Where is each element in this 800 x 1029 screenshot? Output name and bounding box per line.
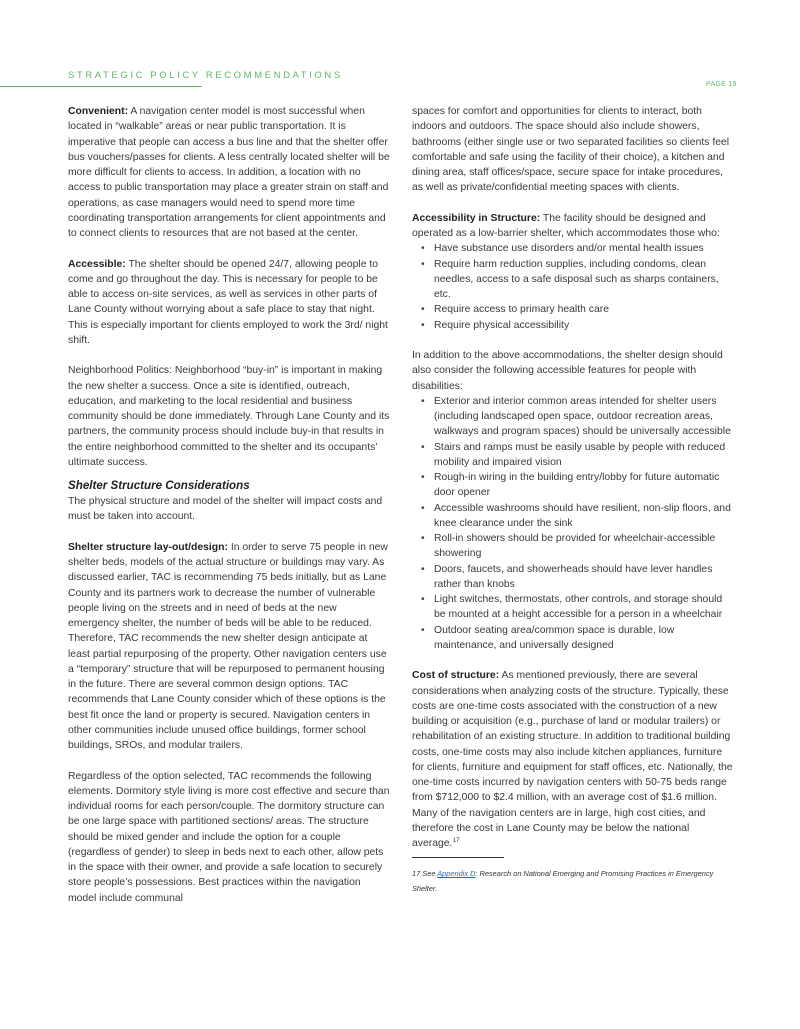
cost-paragraph: [412, 668, 734, 851]
layout-text: In order to serve 75 people in new shelter beds, models of the actual structure or buildings may vary. As discussed earlier, TAC is recommending 75 beds initially, but as Lane County and its partners work to decrease the number of vulnerable people living on the streets and in need of beds at the new emergency shelter, the number of beds will be able to be reduced. Therefore, TAC recommends the new shelter design anticipate at least partial repurposing of the property. Other navigation centers use a “temporary” structure that will be repurposed to permanent housing in the future. There are several common design options. TAC recommends that Lane County consider which of these options is the best fit once the land or property is secured. Navigation centers in other communities include unused office buildings, former school buildings, SROs, and modular trailers.: [68, 541, 388, 751]
list-item: • Outdoor seating area/common space is durable, low maintenance, and universally designed: [421, 624, 675, 651]
accessibility-section: [412, 211, 734, 242]
convenient-label: Convenient:: [68, 106, 129, 117]
header-rule: [0, 86, 202, 87]
layout-label: Shelter structure lay-out/design:: [68, 541, 228, 553]
list-item: • Doors, faucets, and showerheads should have lever handles rather than knobs: [421, 563, 713, 590]
list-item: • Exterior and interior common areas intended for shelter users (including landscaped open space, outdoor recreation areas, walkways and program spaces) should be universally accessible: [421, 395, 731, 438]
convenient-text: A navigation center model is most successful when located in “walkable” areas or near public transportation. It is imperative that people can access a bus line and that the shelter offer bus vouchers/passes for clients. A less centrally located shelter will be more difficult for clients to access. In addition, a location with no access to public transportation may place a greater strain on staff and operations, as case managers would need to spend more time coordinating transportation arrangements for client appointments and to connect clients to resources that are not based at the center.: [68, 106, 390, 239]
accessibility-text: The facility should be designed and operated as a low-barrier shelter, which accommodates those who:: [412, 212, 720, 239]
section-intro-paragraph: The physical structure and model of the shelter will impact costs and must be taken into account.: [68, 496, 383, 523]
accessible-label: Accessible:: [68, 258, 126, 270]
list-item: • Require harm reduction supplies, including condoms, clean needles, access to a safe disposal such as sharps containers, etc.: [421, 258, 719, 300]
accessibility-label: Accessibility in Structure:: [412, 212, 541, 224]
shelter-structure-heading: Shelter Structure Considerations: [68, 479, 250, 492]
accessibility-bullet-list: [412, 241, 734, 333]
list-item: • Roll-in showers should be provided for wheelchair-accessible showering: [421, 533, 716, 560]
right-column: [412, 104, 734, 912]
list-item: • Require physical accessibility: [421, 319, 570, 331]
list-item: • Light switches, thermostats, other controls, and storage should be mounted at a height accessible for a person in a wheelchair: [421, 594, 723, 621]
footnote-rule: [412, 857, 504, 858]
section-header-title: STRATEGIC POLICY RECOMMENDATIONS: [68, 70, 343, 81]
accessible-paragraph: [68, 257, 390, 349]
disabilities-intro-paragraph: In addition to the above accommodations, the shelter design should also consider the following accessible features for people with disabilities:: [412, 350, 723, 392]
left-column: [68, 104, 390, 921]
page-number: PAGE 19: [706, 81, 737, 88]
disabilities-bullet-list: [412, 394, 734, 653]
list-item: • Require access to primary health care: [421, 304, 609, 316]
footnote-reference: 17: [452, 837, 460, 844]
list-item: • Stairs and ramps must be easily usable by people with reduced mobility and impaired vision: [421, 441, 726, 468]
list-item: • Rough-in wiring in the building entry/lobby for future automatic door opener: [421, 472, 720, 499]
cost-text: As mentioned previously, there are several considerations when analyzing costs of the structure. Typically, these costs are one-time costs associated with the construction of a new building or acquisition (e.g., purchase of land or modular trailers) or rehabilitation of an existing structure. In addition to traditional building costs, one-time costs may also include kitchen appliances, furniture for clients, furniture and equipment for staff offices, etc. Nationally, the one-time costs incurred by navigation centers with 50-75 beds range from $712,000 to $2.4 million, with an average cost of $1.6 million. Many of the navigation centers are in large, high cost cities, and therefore the cost in Lane County may be below the national average.: [412, 670, 733, 849]
list-item: • Accessible washrooms should have resilient, non-slip floors, and knee clearance under the sink: [421, 502, 731, 529]
continuation-paragraph: spaces for comfort and opportunities for clients to interact, both indoors and outdoors. The space should also include showers, bathrooms (either single use or two separated facilities so clients feel comfortable and safe using the facility of their choice), a kitchen and dining area, staff offices/space, secure space for intake procedures, as well as private/confidential meeting spaces with clients.: [412, 106, 730, 194]
footnote: 17 See Appendix D: Research on National Emerging and Promising Practices in Emergency Shelter.: [412, 869, 714, 894]
neighborhood-paragraph: Neighborhood Politics: Neighborhood “buy-in” is important in making the new shelter a success. Once a site is identified, outreach, education, and marketing to the local residential and business community should be done immediately. Through Lane County and its partners, the community process should include buy-in that results in the entire neighborhood committed to the shelter and its occupants’ ultimate success.: [68, 365, 390, 468]
list-item: • Have substance use disorders and/or mental health issues: [421, 243, 704, 255]
convenient-paragraph: [68, 104, 390, 241]
appendix-d-link[interactable]: Appendix D: [437, 869, 476, 879]
regardless-paragraph: Regardless of the option selected, TAC recommends the following elements. Dormitory style living is more cost effective and secure than individual rooms for each person/couple. The dormitory structure can be one large space with partitioned sections/ areas. The structure should be mixed gender and include the option for a couple (regardless of gender) to sleep in beds next to each other, allow pets in the space with their owner, and provide a safe location to securely store people’s possessions. Best practices within the navigation model include communal: [68, 770, 390, 904]
accessible-text: The shelter should be opened 24/7, allowing people to come and go throughout the day. This is necessary for people to be able to access on-site services, as well as services in other parts of Lane County without worrying about a safe place to stay that night. This is especially important for clients employed to work the 3rd/ night shift.: [68, 258, 388, 346]
cost-label: Cost of structure:: [412, 670, 500, 682]
layout-paragraph: [68, 540, 390, 754]
